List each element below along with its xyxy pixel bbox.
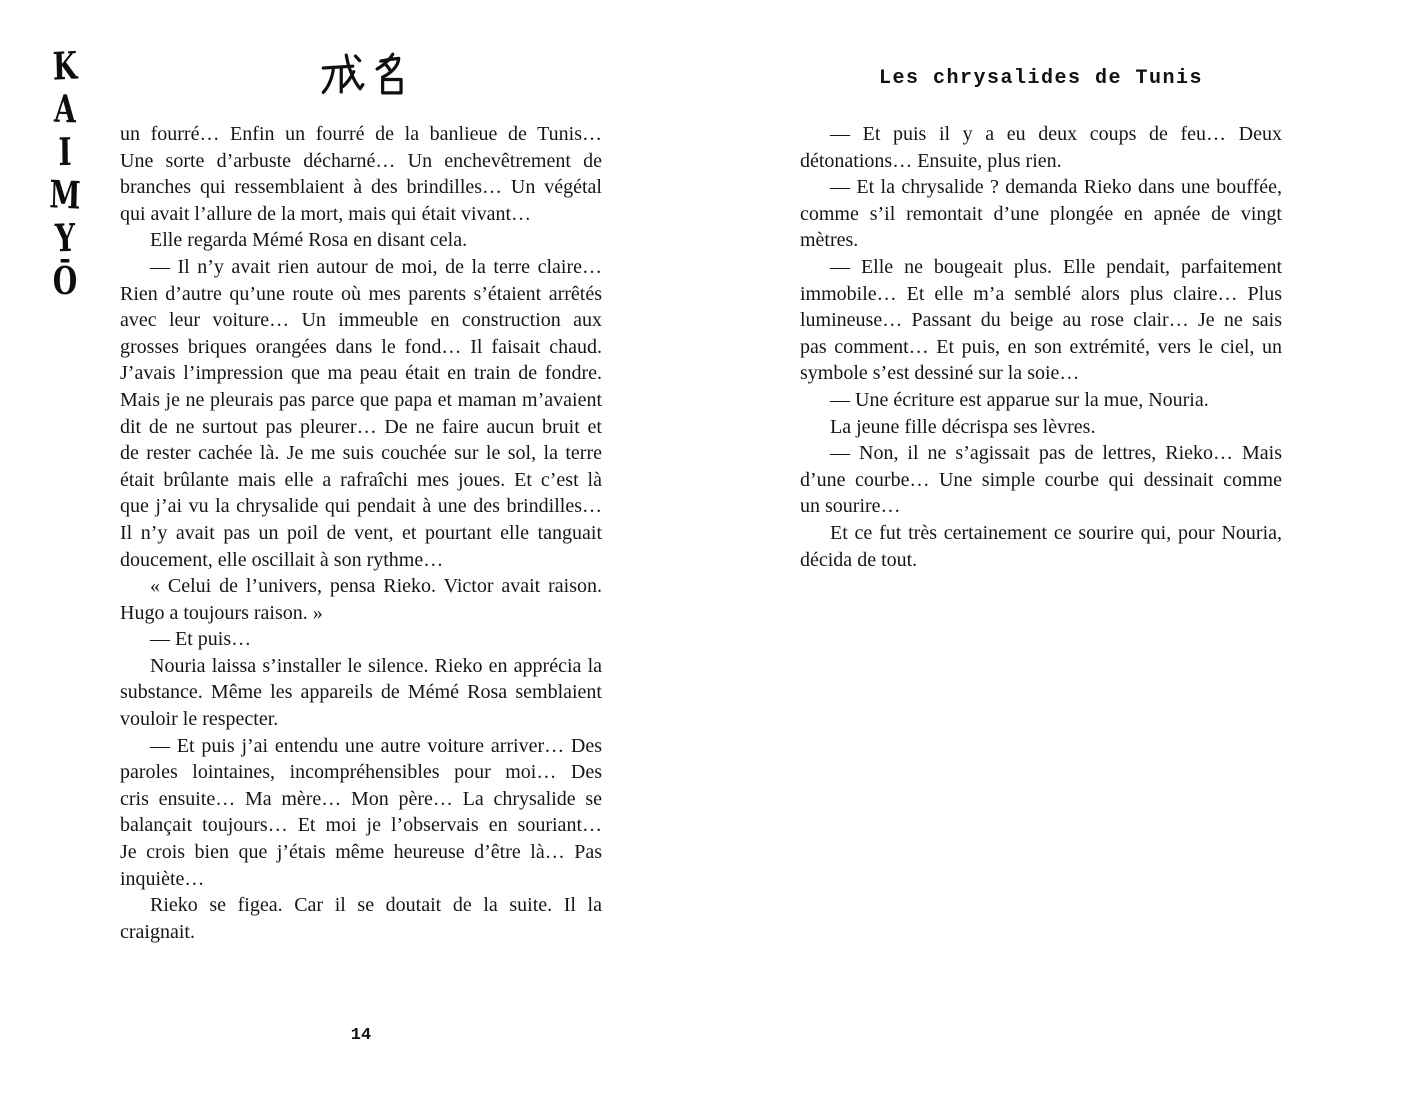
text-line: Elle regarda Mémé Rosa en disant cela.: [150, 229, 468, 252]
text-line: vouloir le respecter.: [120, 708, 279, 731]
text-line: cris ensuite… Ma mère… Mon père… La chrysalide se: [120, 787, 602, 810]
text-line: — Et puis…: [150, 628, 252, 651]
text-line: Rien d’autre qu’une route où mes parents s’étaient arrêtés: [120, 282, 602, 305]
text-line: balançait toujours… Et moi je l’observais en souriant…: [120, 814, 602, 837]
text-line: craignait.: [120, 920, 195, 943]
text-line: dit de ne surtout pas pleurer… De ne faire aucun bruit et: [120, 415, 602, 438]
margin-vertical-title: [38, 44, 92, 302]
text-line: était brûlante mais elle a rafraîchi mes joues. Et c’est là: [120, 468, 602, 491]
text-line: comme s’il remontait d’une plongée en apnée de vingt: [800, 202, 1282, 225]
left-page-text: [120, 121, 602, 945]
chapter-title-kanji: [320, 51, 414, 102]
text-line: — Non, il ne s’agissait pas de lettres, Rieko… Mais: [830, 442, 1282, 465]
text-line: Nouria laissa s’installer le silence. Rieko en apprécia la: [150, 654, 602, 677]
text-line: Rieko se figea. Car il se doutait de la suite. Il la: [150, 894, 602, 917]
margin-letter: M: [48, 171, 82, 218]
text-line: — Et puis j’ai entendu une autre voiture arriver… Des: [150, 734, 602, 757]
text-line: pas comment… Et puis, en son extrémité, vers le ciel, un: [800, 335, 1282, 358]
text-line: que j’ai vu la chrysalide qui pendait à une des brindilles…: [120, 495, 602, 518]
margin-letter: Y: [54, 214, 76, 261]
margin-letter: K: [52, 42, 78, 89]
text-line: inquiète…: [120, 867, 205, 890]
text-line: — Et la chrysalide ? demanda Rieko dans une bouffée,: [830, 176, 1282, 199]
text-line: Et ce fut très certainement ce sourire qui, pour Nouria,: [830, 521, 1282, 544]
text-line: qui avait l’allure de la mort, mais qui était vivant…: [120, 202, 531, 225]
kanji-jie: [323, 55, 363, 92]
text-line: paroles lointaines, incompréhensibles pour moi… Des: [120, 761, 602, 784]
text-line: branches qui ressemblaient à des brindilles… Un végétal: [120, 176, 602, 199]
kanji-strokes: [320, 51, 414, 97]
text-line: avec leur voiture… Un immeuble en construction aux: [120, 309, 602, 332]
text-line: — Et puis il y a eu deux coups de feu… Deux: [830, 123, 1282, 145]
kanji-ming: [377, 54, 401, 93]
text-line: Mais je ne pleurais pas parce que papa et maman m’avaient: [120, 388, 602, 411]
page-number: 14: [350, 1026, 372, 1045]
text-line: d’une courbe… Une simple courbe qui dessinait comme: [800, 468, 1282, 491]
text-line: — Elle ne bougeait plus. Elle pendait, parfaitement: [830, 255, 1282, 278]
text-line: mètres.: [800, 229, 859, 252]
text-line: — Il n’y avait rien autour de moi, de la terre claire…: [150, 255, 602, 278]
text-line: immobile… Et elle m’a semblé alors plus claire… Plus: [800, 282, 1282, 305]
text-line: — Une écriture est apparue sur la mue, Nouria.: [830, 388, 1209, 411]
text-line: Hugo a toujours raison. »: [120, 601, 323, 624]
margin-letter: A: [53, 85, 77, 132]
text-line: lumineuse… Passant du beige au rose clair… Je ne sais: [800, 309, 1282, 332]
running-header: Les chrysalides de Tunis: [878, 66, 1204, 90]
text-line: Je crois bien que j’étais même heureuse d’être là… Pas: [120, 841, 602, 864]
text-line: un sourire…: [800, 495, 901, 518]
text-line: J’avais l’impression que ma peau était en train de fondre.: [120, 362, 602, 385]
text-line: substance. Même les appareils de Mémé Rosa semblaient: [120, 681, 602, 704]
text-line: symbole s’est dessiné sur la soie…: [800, 362, 1080, 385]
text-line: décida de tout.: [800, 548, 918, 571]
text-line: Il n’y avait pas un poil de vent, et pourtant elle tanguait: [120, 521, 602, 544]
text-line: doucement, elle oscillait à son rythme…: [120, 548, 444, 571]
margin-letter: I: [58, 128, 72, 175]
margin-letter: Ō: [52, 258, 78, 303]
text-line: grosses briques orangées dans le fond… Il faisait chaud.: [120, 335, 602, 358]
text-line: un fourré… Enfin un fourré de la banlieue de Tunis…: [120, 123, 602, 145]
text-line: de rester cachée là. Je me suis couchée sur le sol, la terre: [120, 442, 602, 465]
right-page-text: [800, 121, 1282, 573]
text-line: détonations… Ensuite, plus rien.: [800, 149, 1062, 172]
text-line: La jeune fille décrispa ses lèvres.: [830, 415, 1096, 438]
text-line: Une sorte d’arbuste décharné… Un enchevêtrement de: [120, 149, 602, 172]
text-line: « Celui de l’univers, pensa Rieko. Victor avait raison.: [150, 575, 602, 598]
